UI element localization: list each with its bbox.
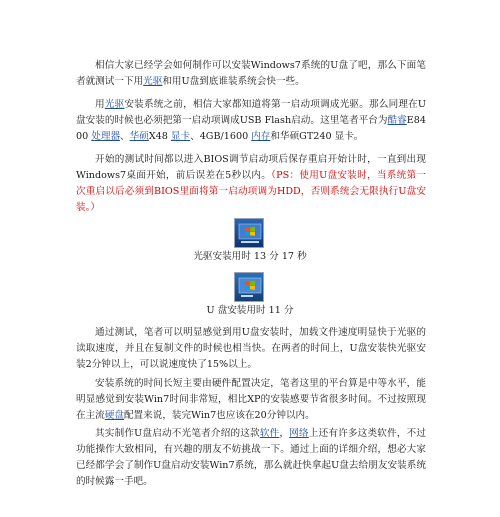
text-segment: 通过测试，笔者可以明显感觉到用U盘安装时，加载文件速度明显快于光驱的读取速度，并且在复制文件的时候也相当快。在两者的时间上，U盘安装快光驱安装2分钟以上，可以说速度快了15%以上。 (76, 327, 426, 370)
text-segment: X48 (148, 131, 171, 142)
paragraph-result (76, 325, 426, 373)
link-software[interactable]: 软件 (259, 428, 280, 439)
text-segment: 和用U盘到底谁装系统会快一些。 (162, 76, 305, 87)
text-segment: 、4GB/1600 (190, 131, 252, 142)
link-asus[interactable]: 华硕 (129, 131, 149, 142)
link-core[interactable]: 酷睿 (387, 115, 407, 126)
paragraph-test-method (76, 152, 426, 216)
text-segment: 上还有许多这类软件，不过功能操作大致相同，有兴趣的朋友不妨挑战一下。通过上面的详细介绍，想必大家已经都学会了制作U盘启动安装Win7系统，那么就赶快拿起U盘去给朋友安装系统的时候露一手吧。 (76, 428, 427, 487)
windows7-setup-image (235, 219, 264, 248)
text-segment: 其实制作U盘启动不光笔者介绍的这款 (95, 428, 260, 439)
paragraph-intro (76, 58, 426, 90)
caption-usb-time: U 盘安装用时 11 分 (206, 305, 294, 316)
cd-install-screenshot (234, 218, 264, 248)
paragraph-conclusion (76, 426, 426, 490)
red-note: （PS：使用U盘安装时，当系统第一次重启以后必须到BIOS里面将第一启动项调为HDD，否则系统会无限执行U盘安装。） (76, 170, 427, 213)
link-optical-drive-2[interactable]: 光驱 (104, 99, 125, 110)
link-optical-drive[interactable]: 光驱 (143, 76, 163, 87)
link-network[interactable]: 网络 (289, 428, 309, 439)
usb-install-screenshot (234, 272, 264, 302)
text-segment: 、 (120, 131, 130, 142)
text-segment: 用 (95, 99, 105, 110)
link-graphics-card[interactable]: 显卡 (170, 131, 191, 142)
link-processor[interactable]: 处理器 (91, 131, 121, 142)
text-segment: 相信大家已经学会如何制作可以安装Windows7系统的U盘了吧，那么下面笔者就测试一下用 (76, 60, 426, 87)
link-hard-disk[interactable]: 硬盘 (104, 410, 124, 421)
windows7-setup-image-2 (235, 273, 264, 302)
paragraph-setup (76, 97, 426, 145)
text-segment: 安装系统之前，相信大家都知道将第一启动项调成光驱。那么同理在U盘安装的时候也必须把第一启动项调成USB Flash启动。这里笔者平台为 (76, 99, 427, 126)
text-segment: 和华硕GT240 显卡。 (270, 131, 364, 142)
text-segment: 安装系统的时间长短主要由硬件配置决定，笔者这里的平台算是中等水平，能明显感觉到安装Win7时间非常短，相比XP的安装感要节省很多时间。不过按照现在主流 (76, 378, 426, 421)
caption-cd-time: 光驱安装用时 13 分 17 秒 (193, 251, 307, 262)
text-segment: 开始的测试时间都以进入BIOS调节启动项后保存重启开始计时，一直到出现Windows7桌面开始，前后误差在5秒以内。 (76, 154, 426, 181)
text-segment: 配置来说，装完Win7也应该在20分钟以内。 (123, 410, 315, 421)
link-memory[interactable]: 内存 (251, 131, 271, 142)
text-segment: ， (279, 428, 290, 439)
paragraph-hardware (76, 376, 426, 424)
text-segment: E8400 (76, 115, 427, 142)
